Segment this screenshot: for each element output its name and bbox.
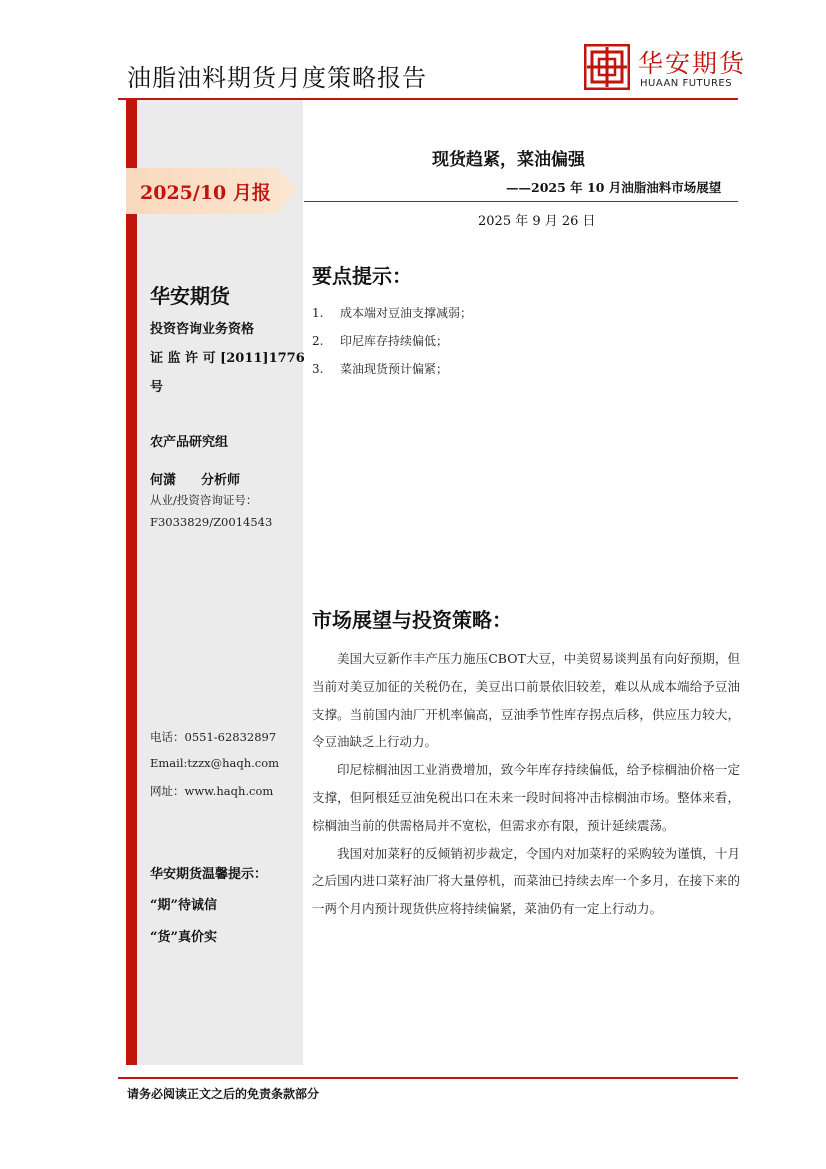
contact-phone: 电话：0551-62832897 [150, 730, 277, 744]
key-point-item [312, 332, 448, 349]
report-date: 2025 年 9 月 26 日 [478, 214, 596, 229]
report-title: 现货趋紧，菜油偏强 [432, 150, 585, 170]
key-point-item [312, 304, 472, 321]
strategy-paragraph: 我国对加菜籽的反倾销初步裁定，令国内对加菜籽的采购较为谨慎，十月之后国内进口菜籽油厂将大量停机，而菜油已持续去库一个多月，在接下来的一两个月内预计现货供应将持续偏紧，菜油仍有一定上行动力。 [312, 845, 740, 917]
company-logo [584, 44, 747, 92]
disclaimer-notice: 请务必阅读正文之后的免责条款部分 [127, 1087, 320, 1101]
qualification-line-3: 号 [150, 380, 164, 395]
logo-chinese-text: 华安期货 [638, 49, 747, 78]
key-point-text: 成本端对豆油支撑减弱； [340, 306, 473, 320]
key-point-item [312, 360, 448, 377]
contact-website: 网址：www.haqh.com [150, 784, 274, 798]
analyst-title: 分析师 [201, 473, 241, 488]
qualification-line-1: 投资咨询业务资格 [150, 322, 255, 337]
logo-english-text: HUAAN FUTURES [640, 78, 733, 89]
key-points-heading: 要点提示： [312, 264, 412, 288]
document-title: 油脂油料期货月度策略报告 [127, 64, 427, 92]
month-label: 2025/10 月报 [140, 182, 271, 204]
strategy-paragraph: 美国大豆新作丰产压力施压CBOT大豆，中美贸易谈判虽有向好预期，但当前对美豆加征的关税仍在，美豆出口前景依旧较差，难以从成本端给予豆油支撑。当前国内油厂开机率偏高，豆油季节性库存拐点后移，供应压力较大，令豆油缺乏上行动力。 [312, 651, 740, 750]
license-number: F3033829/Z0014543 [150, 515, 273, 529]
research-group: 农产品研究组 [150, 435, 229, 450]
qualification-line-2: 证 监 许 可 [2011]1776 [150, 351, 305, 366]
huaan-logo-icon [584, 44, 630, 90]
tip-title: 华安期货温馨提示： [150, 867, 268, 882]
sidebar-company-name: 华安期货 [150, 284, 230, 308]
key-point-text: 印尼库存持续偏低； [340, 334, 449, 348]
report-subtitle: ——2025 年 10 月油脂油料市场展望 [506, 180, 722, 195]
strategy-paragraph: 印尼棕榈油因工业消费增加，致今年库存持续偏低，给予棕榈油价格一定支撑，但阿根廷豆油免税出口在未来一段时间将冲击棕榈油市场。整体来看，棕榈油当前的供需格局并不宽松，但需求亦有限，预计延续震荡。 [312, 762, 740, 833]
footer-divider [118, 1077, 738, 1079]
strategy-body [312, 645, 740, 923]
key-point-number: 2. [312, 334, 324, 348]
strategy-heading: 市场展望与投资策略： [312, 608, 512, 632]
sidebar [126, 100, 303, 1065]
subtitle-divider [304, 201, 738, 202]
sidebar-accent-bar [126, 100, 137, 1065]
key-point-number: 1. [312, 306, 324, 320]
key-point-number: 3. [312, 362, 324, 376]
tip-line-2: “货”真价实 [150, 930, 217, 945]
key-point-text: 菜油现货预计偏紧； [340, 362, 449, 376]
tip-line-1: “期”待诚信 [150, 898, 217, 913]
analyst-name: 何潇 [150, 473, 177, 488]
contact-email: Email:tzzx@haqh.com [150, 756, 280, 770]
license-label: 从业/投资咨询证号： [150, 493, 258, 507]
